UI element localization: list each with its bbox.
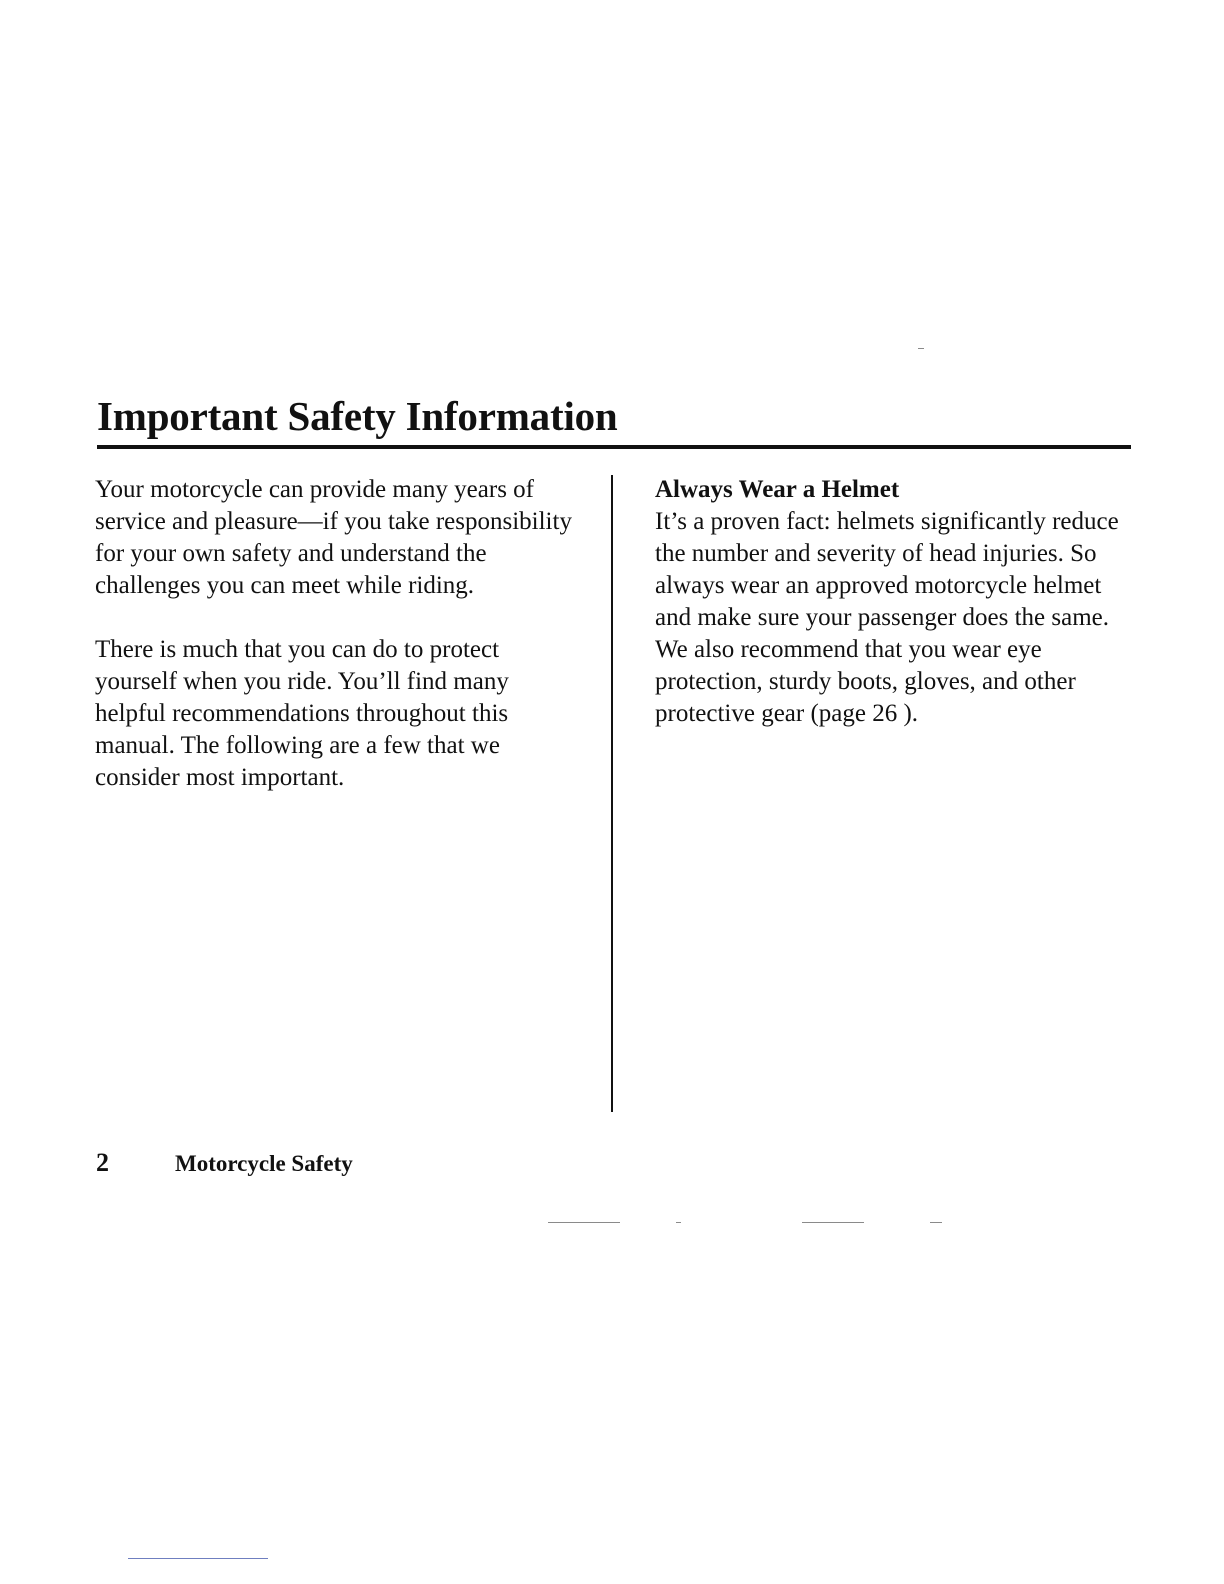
scan-mark [918,348,924,349]
title-rule [97,445,1131,449]
scan-mark [930,1222,942,1223]
page-number: 2 [96,1148,109,1177]
helmet-heading: Always Wear a Helmet [655,476,900,503]
column-divider [611,475,613,1112]
page-title: Important Safety Information [97,393,618,439]
helmet-paragraph: It’s a proven fact: helmets significantly reduce the number and severity of head injuries. So always wear an approved motorcycle helmet and make sure your passenger does the same. We also recommend that you wear eye protection, sturdy boots, gloves, and other protective gear (page 26 ). [655,508,1119,727]
left-column [95,474,575,794]
right-column [655,474,1130,730]
recommendations-paragraph: There is much that you can do to protect yourself when you ride. You’ll find many helpful recommendations throughout this manual. The following are a few that we consider most important. [95,636,509,791]
scan-mark [802,1222,864,1223]
footer-section-title: Motorcycle Safety [175,1151,353,1176]
scan-mark [548,1222,620,1223]
scan-mark [676,1222,681,1223]
scan-mark [128,1558,268,1559]
intro-paragraph: Your motorcycle can provide many years of service and pleasure—if you take responsibility for your own safety and understand the challenges you can meet while riding. [95,476,572,599]
